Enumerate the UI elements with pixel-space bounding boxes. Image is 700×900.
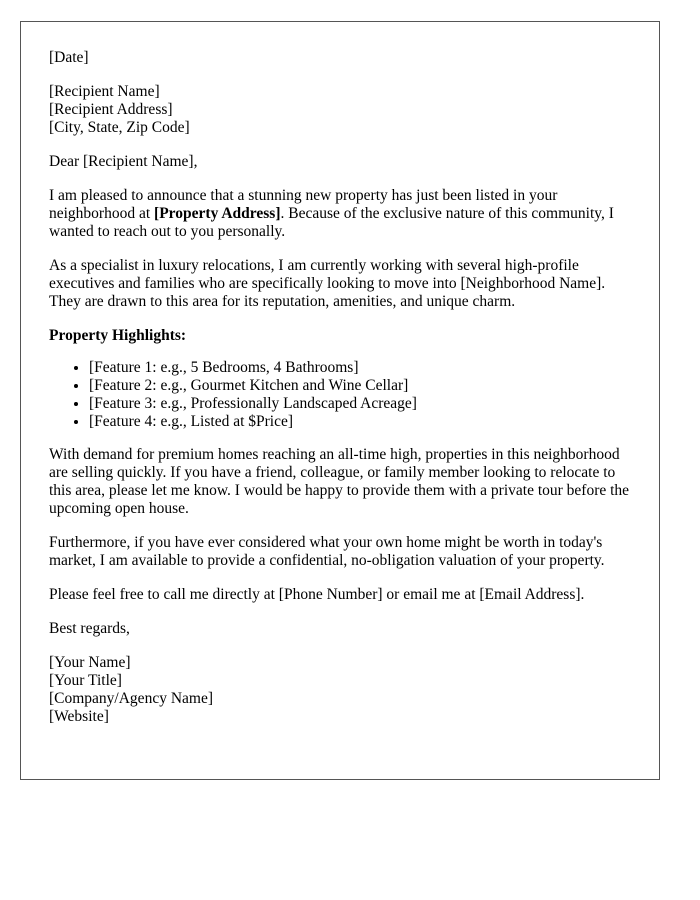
letter-page (20, 21, 660, 780)
signature-title: [Your Title] (49, 672, 122, 689)
list-item: • [Feature 4: e.g., Listed at $Price] (89, 413, 631, 431)
signature-company: [Company/Agency Name] (49, 690, 213, 707)
closing: Best regards, (49, 620, 130, 637)
salutation: Dear [Recipient Name], (49, 153, 198, 170)
valuation-paragraph: Furthermore, if you have ever considered what your own home might be worth in today's market, I am available to provide a confidential, no-obligation valuation of your property. (49, 534, 605, 569)
recipient-address: [Recipient Address] (49, 101, 173, 118)
recipient-name: [Recipient Name] (49, 83, 160, 100)
list-item: • [Feature 3: e.g., Professionally Landscaped Acreage] (89, 395, 631, 413)
intro-text-after: . Because of the exclusive nature of this community, I wanted to reach out to you personally. (49, 205, 614, 240)
highlights-heading: Property Highlights: (49, 327, 187, 344)
specialist-paragraph: As a specialist in luxury relocations, I am currently working with several high-profile executives and families who are specifically looking to move into [Neighborhood Name]. They are drawn to this area for its reputation, amenities, and unique charm. (49, 257, 606, 310)
list-item: • [Feature 2: e.g., Gourmet Kitchen and Wine Cellar] (89, 377, 631, 395)
signature-block (49, 654, 631, 726)
intro-text-before: I am pleased to announce that a stunning new property has just been listed in your neighborhood at (49, 187, 558, 222)
property-address-placeholder: [Property Address] (154, 205, 281, 222)
date-line: [Date] (49, 49, 89, 66)
signature-name: [Your Name] (49, 654, 131, 671)
signature-website: [Website] (49, 708, 109, 725)
list-item: • [Feature 1: e.g., 5 Bedrooms, 4 Bathrooms] (89, 359, 631, 377)
highlights-list (49, 359, 631, 431)
intro-paragraph (49, 187, 631, 241)
recipient-city-state-zip: [City, State, Zip Code] (49, 119, 190, 136)
contact-paragraph: Please feel free to call me directly at [Phone Number] or email me at [Email Address]. (49, 586, 585, 603)
demand-paragraph: With demand for premium homes reaching an all-time high, properties in this neighborhood are selling quickly. If you have a friend, colleague, or family member looking to relocate to this area, please let me know. I would be happy to provide them with a private tour before the upcoming open house. (49, 446, 630, 517)
recipient-address-block (49, 83, 631, 137)
